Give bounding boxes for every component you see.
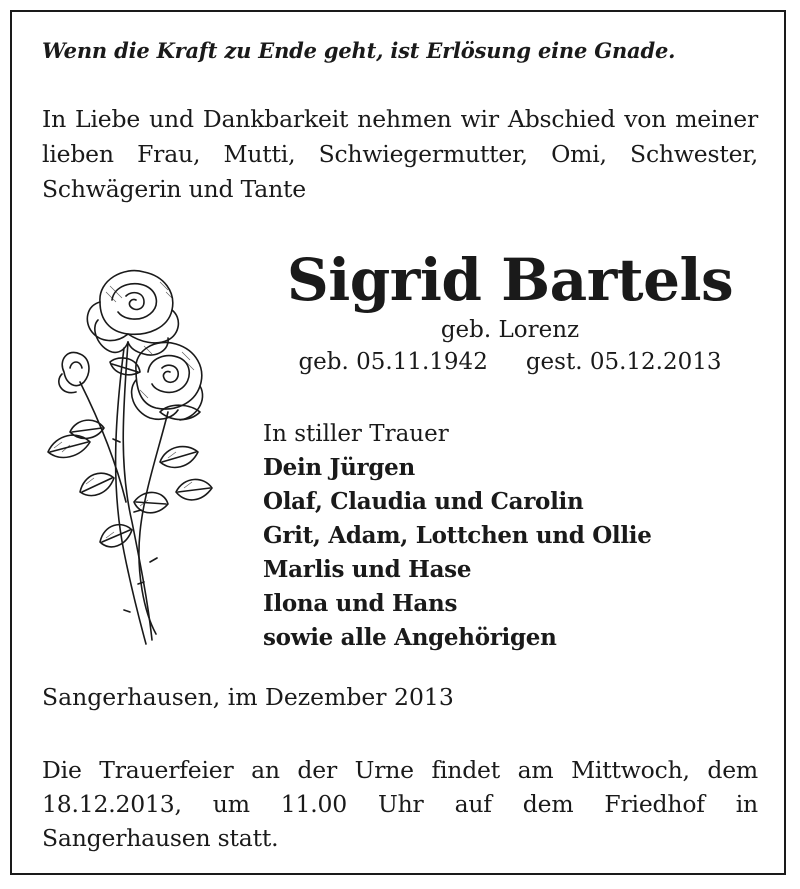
funeral-notice: Die Trauerfeier an der Urne findet am Mittwoch, dem 18.12.2013, um 11.00 Uhr auf dem Friedhof in Sangerhausen statt. xyxy=(42,756,758,852)
birth-date: geb. 05.11.1942 xyxy=(298,349,488,375)
mourner-name: Dein Jürgen xyxy=(263,454,415,481)
mourner-name: Grit, Adam, Lottchen und Ollie xyxy=(263,522,652,549)
maiden-name: geb. Lorenz xyxy=(440,317,580,343)
mourner-name: Marlis und Hase xyxy=(263,556,472,583)
mourners-intro: In stiller Trauer xyxy=(263,421,449,447)
mourner-name: Olaf, Claudia und Carolin xyxy=(263,488,584,515)
death-date: gest. 05.12.2013 xyxy=(525,349,722,375)
mourner-name: sowie alle Angehörigen xyxy=(263,624,557,651)
life-dates xyxy=(280,349,740,375)
intro-text: In Liebe und Dankbarkeit nehmen wir Abschied von meiner lieben Frau, Mutti, Schwiegermutter, Omi, Schwester, Schwägerin und Tante xyxy=(42,105,758,203)
place-date: Sangerhausen, im Dezember 2013 xyxy=(42,683,454,711)
roses-icon xyxy=(40,262,225,647)
motto: Wenn die Kraft zu Ende geht, ist Erlösung eine Gnade. xyxy=(42,38,676,63)
mourner-name: Ilona und Hans xyxy=(263,590,458,617)
deceased-name: Sigrid Bartels xyxy=(286,246,734,314)
mourners-block xyxy=(263,417,743,655)
